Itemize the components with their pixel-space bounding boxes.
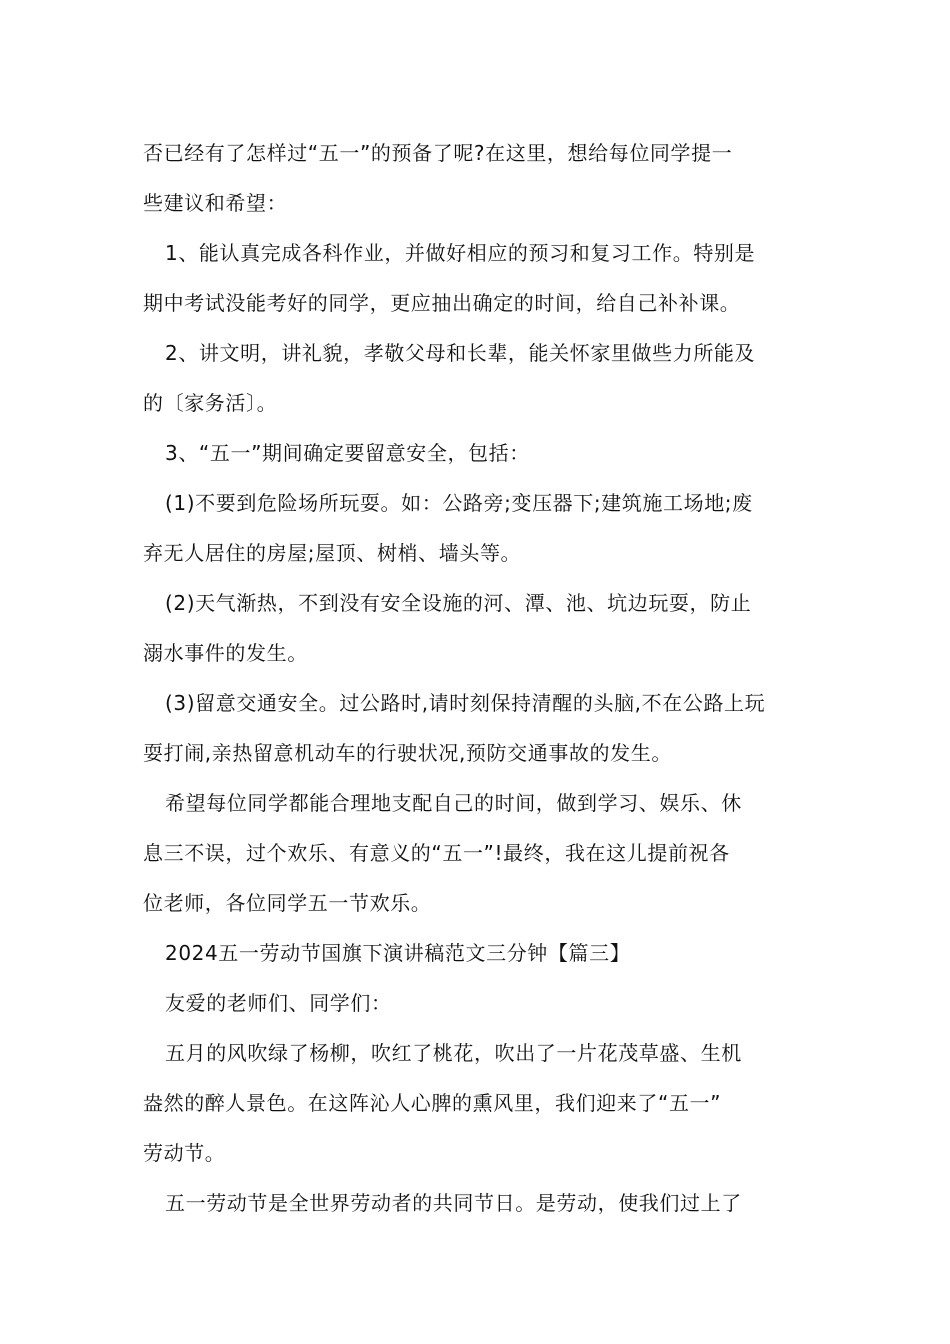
text-line: 位老师，各位同学五一节欢乐。: [143, 891, 432, 915]
text-line: 希望每位同学都能合理地支配自己的时间，做到学习、娱乐、休: [165, 791, 742, 815]
text-line: 2024五一劳动节国旗下演讲稿范文三分钟【篇三】: [165, 941, 631, 965]
text-line: (2)天气渐热，不到没有安全设施的河、潭、池、坑边玩耍，防止: [165, 591, 752, 615]
text-line: 2、讲文明，讲礼貌，孝敬父母和长辈，能关怀家里做些力所能及: [165, 341, 756, 365]
text-line: 友爱的老师们、同学们：: [165, 991, 392, 1015]
text-line: 息三不误，过个欢乐、有意义的“五一”!最终，我在这儿提前祝各: [143, 841, 730, 865]
document-body: [143, 128, 811, 1228]
text-line: 的〔家务活〕。: [143, 391, 278, 415]
text-line: (1)不要到危险场所玩耍。如：公路旁;变压器下;建筑施工场地;废: [165, 491, 753, 515]
text-line: 否已经有了怎样过“五一”的预备了呢?在这里，想给每位同学提一: [143, 141, 733, 165]
text-line: 五月的风吹绿了杨柳，吹红了桃花，吹出了一片花茂草盛、生机: [165, 1041, 742, 1065]
text-line: (3)留意交通安全。过公路时,请时刻保持清醒的头脑,不在公路上玩: [165, 691, 766, 715]
text-line: 期中考试没能考好的同学，更应抽出确定的时间，给自己补补课。: [143, 291, 741, 315]
text-line: 五一劳动节是全世界劳动者的共同节日。是劳动，使我们过上了: [165, 1191, 742, 1215]
text-line: 溺水事件的发生。: [143, 641, 308, 665]
text-line: 耍打闹,亲热留意机动车的行驶状况,预防交通事故的发生。: [143, 741, 672, 765]
text-line: 劳动节。: [143, 1141, 226, 1165]
text-line: 1、能认真完成各科作业，并做好相应的预习和复习工作。特别是: [165, 241, 756, 265]
text-line: 弃无人居住的房屋;屋顶、树梢、墙头等。: [143, 541, 522, 565]
text-line: 盎然的醉人景色。在这阵沁人心脾的熏风里，我们迎来了“五一”: [143, 1091, 722, 1115]
text-line: 些建议和希望：: [143, 191, 288, 215]
text-line: 3、“五一”期间确定要留意安全，包括：: [165, 441, 530, 465]
